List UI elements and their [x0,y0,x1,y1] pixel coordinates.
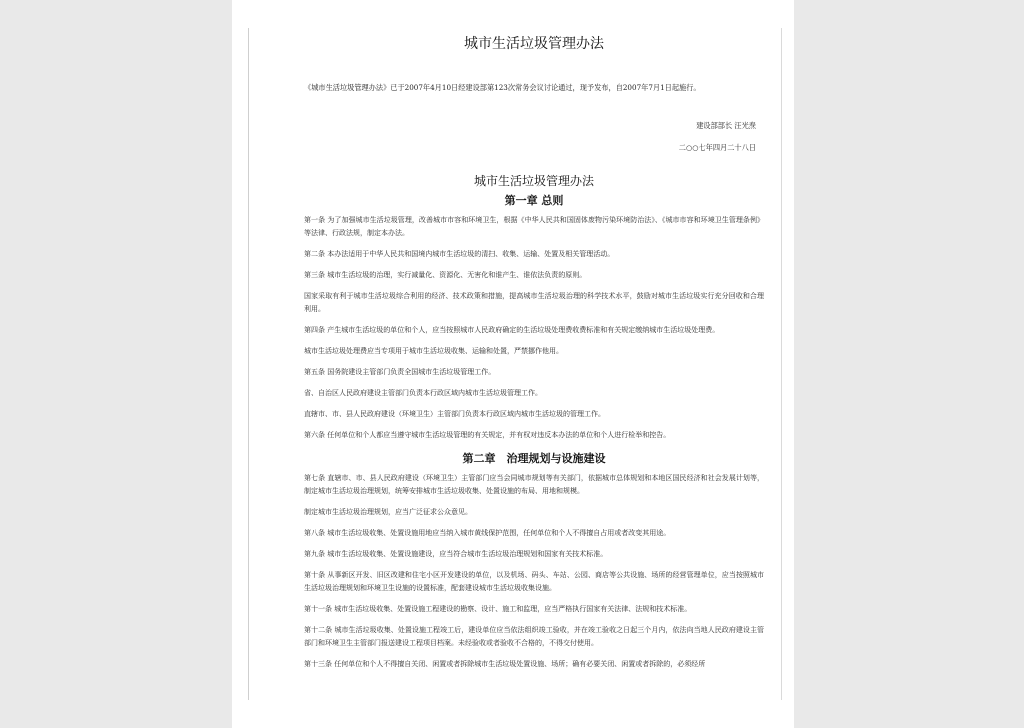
article-paragraph: 第十一条 城市生活垃圾收集、处置设施工程建设的勘察、设计、施工和监理，应当严格执行国家有关法律、法规和技术标准。 [304,605,692,613]
signing-date: 二○○七年四月二十八日 [678,143,756,152]
article-paragraph: 第四条 产生城市生活垃圾的单位和个人，应当按照城市人民政府确定的生活垃圾处理费收费标准和有关规定缴纳城市生活垃圾处理费。 [304,326,720,334]
article-paragraph: 第二条 本办法适用于中华人民共和国境内城市生活垃圾的清扫、收集、运输、处置及相关管理活动。 [304,250,615,258]
article-paragraph: 第七条 直辖市、市、县人民政府建设（环境卫生）主管部门应当会同城市规划等有关部门，依据城市总体规划和本地区国民经济和社会发展计划等，制定城市生活垃圾治理规划，统筹安排城市生活垃圾收集、处置设施的布局、用地和规模。 [304,474,764,495]
article-paragraph: 第八条 城市生活垃圾收集、处置设施用地应当纳入城市黄线保护范围，任何单位和个人不得擅自占用或者改变其用途。 [304,529,671,537]
regulation-title: 城市生活垃圾管理办法 [473,174,594,188]
chapter-heading: 第一章 总则 [504,194,564,207]
article-paragraph: 第九条 城市生活垃圾收集、处置设施建设，应当符合城市生活垃圾治理规划和国家有关技术标准。 [304,550,608,558]
article-paragraph: 省、自治区人民政府建设主管部门负责本行政区域内城市生活垃圾管理工作。 [304,389,542,397]
signatory: 建设部部长 汪光焘 [696,121,756,130]
article-paragraph: 第十二条 城市生活垃圾收集、处置设施工程竣工后，建设单位应当依法组织竣工验收，并在竣工验收之日起三个月内，依法向当地人民政府建设主管部门和环境卫生主管部门报送建设工程项目档案。未经验收或者验收不合格的，不得交付使用。 [304,626,764,647]
article-paragraph: 第六条 任何单位和个人都应当遵守城市生活垃圾管理的有关规定，并有权对违反本办法的单位和个人进行检举和控告。 [304,431,671,439]
article-paragraph: 第一条 为了加强城市生活垃圾管理，改善城市市容和环境卫生，根据《中华人民共和国固体废物污染环境防治法》、《城市市容和环境卫生管理条例》等法律、行政法规，制定本办法。 [304,216,764,237]
article-paragraph: 直辖市、市、县人民政府建设（环境卫生）主管部门负责本行政区域内城市生活垃圾的管理工作。 [304,410,605,418]
article-paragraph: 城市生活垃圾处理费应当专项用于城市生活垃圾收集、运输和处置，严禁挪作他用。 [304,347,563,355]
promulgation-notice: 《城市生活垃圾管理办法》已于2007年4月10日经建设部第123次常务会议讨论通过，现予发布，自2007年7月1日起施行。 [304,83,701,92]
article-paragraph: 制定城市生活垃圾治理规划，应当广泛征求公众意见。 [304,508,472,516]
document-page [232,0,794,728]
article-paragraph: 第十三条 任何单位和个人不得擅自关闭、闲置或者拆除城市生活垃圾处置设施、场所；确有必要关闭、闲置或者拆除的，必须经所 [304,660,706,668]
chapter-heading: 第二章 治理规划与设施建设 [462,452,606,465]
article-paragraph: 第三条 城市生活垃圾的治理，实行减量化、资源化、无害化和谁产生、谁依法负责的原则。 [304,271,587,279]
left-margin-rule [248,28,249,700]
article-paragraph: 第十条 从事新区开发、旧区改建和住宅小区开发建设的单位，以及机场、码头、车站、公园、商店等公共设施、场所的经营管理单位，应当按照城市生活垃圾治理规划和环境卫生设施的设置标准，配套建设城市生活垃圾收集设施。 [304,571,764,592]
article-paragraph: 第五条 国务院建设主管部门负责全国城市生活垃圾管理工作。 [304,368,496,376]
document-title: 城市生活垃圾管理办法 [464,36,604,52]
right-margin-rule [781,28,782,700]
article-paragraph: 国家采取有利于城市生活垃圾综合利用的经济、技术政策和措施，提高城市生活垃圾治理的科学技术水平，鼓励对城市生活垃圾实行充分回收和合理利用。 [304,292,764,313]
page-content [304,30,764,679]
